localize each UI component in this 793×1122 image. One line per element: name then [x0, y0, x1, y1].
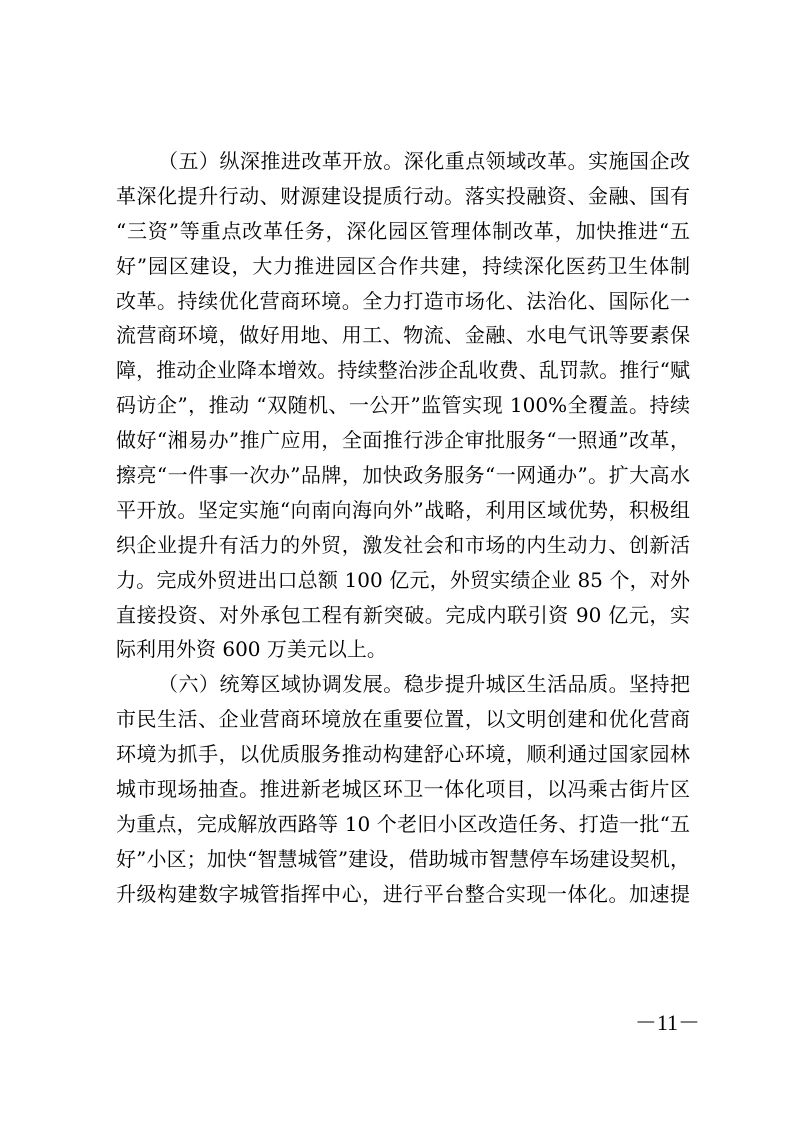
- paragraph-line: 升级构建数字城管指挥中心，进行平台整合实现一体化。加速提: [116, 881, 690, 906]
- body-text: [116, 144, 690, 912]
- paragraph-line: “三资”等重点改革任务，深化园区管理体制改革，加快推进“五: [116, 218, 690, 243]
- paragraph-text: 深化重点领域改革。实施国企改: [403, 149, 690, 173]
- paragraph-line: 革深化提升行动、财源建设提质行动。落实投融资、金融、国有: [116, 183, 690, 208]
- paragraph-line: 码访企”，推动 “双随机、一公开”监管实现 100%全覆盖。持续: [116, 393, 690, 418]
- paragraph-line: 平开放。坚定实施“向南向海向外”战略，利用区域优势，积极组: [116, 497, 690, 522]
- section-heading: （五）纵深推进改革开放。: [158, 149, 404, 173]
- paragraph-line: 城市现场抽查。推进新老城区环卫一体化项目，以冯乘古街片区: [116, 777, 690, 802]
- paragraph-line: 直接投资、对外承包工程有新突破。完成内联引资 90 亿元，实: [116, 602, 690, 627]
- paragraph-text: 稳步提升城区生活品质。坚持把: [403, 672, 690, 697]
- paragraph-line: 障，推动企业降本增效。持续整治涉企乱收费、乱罚款。推行“赋: [116, 358, 690, 383]
- paragraph-line: [116, 667, 690, 702]
- paragraph-line: 好”小区；加快“智慧城管”建设，借助城市智慧停车场建设契机，: [116, 846, 690, 871]
- paragraph-line: 擦亮“一件事一次办”品牌，加快政务服务“一网通办”。扩大高水: [116, 463, 690, 488]
- paragraph-line: 流营商环境，做好用地、用工、物流、金融、水电气讯等要素保: [116, 323, 690, 348]
- section-heading: （六）统筹区域协调发展。: [158, 672, 404, 697]
- page-number: －11－: [634, 1010, 700, 1035]
- paragraph-line: 好”园区建设，大力推进园区合作共建，持续深化医药卫生体制: [116, 253, 690, 278]
- paragraph-line: 环境为抓手，以优质服务推动构建舒心环境，顺利通过国家园林: [116, 742, 690, 767]
- paragraph-line: 改革。持续优化营商环境。全力打造市场化、法治化、国际化一: [116, 288, 690, 313]
- paragraph-line: 际利用外资 600 万美元以上。: [116, 637, 387, 662]
- paragraph-line: 市民生活、企业营商环境放在重要位置，以文明创建和优化营商: [116, 707, 690, 732]
- paragraph-line: [116, 144, 690, 179]
- paragraph-line: 织企业提升有活力的外贸，激发社会和市场的内生动力、创新活: [116, 532, 690, 557]
- paragraph-line: 力。完成外贸进出口总额 100 亿元，外贸实绩企业 85 个，对外: [116, 567, 690, 592]
- paragraph-line: 为重点，完成解放西路等 10 个老旧小区改造任务、打造一批“五: [116, 811, 690, 836]
- paragraph-line: 做好“湘易办”推广应用，全面推行涉企审批服务“一照通”改革，: [116, 428, 690, 453]
